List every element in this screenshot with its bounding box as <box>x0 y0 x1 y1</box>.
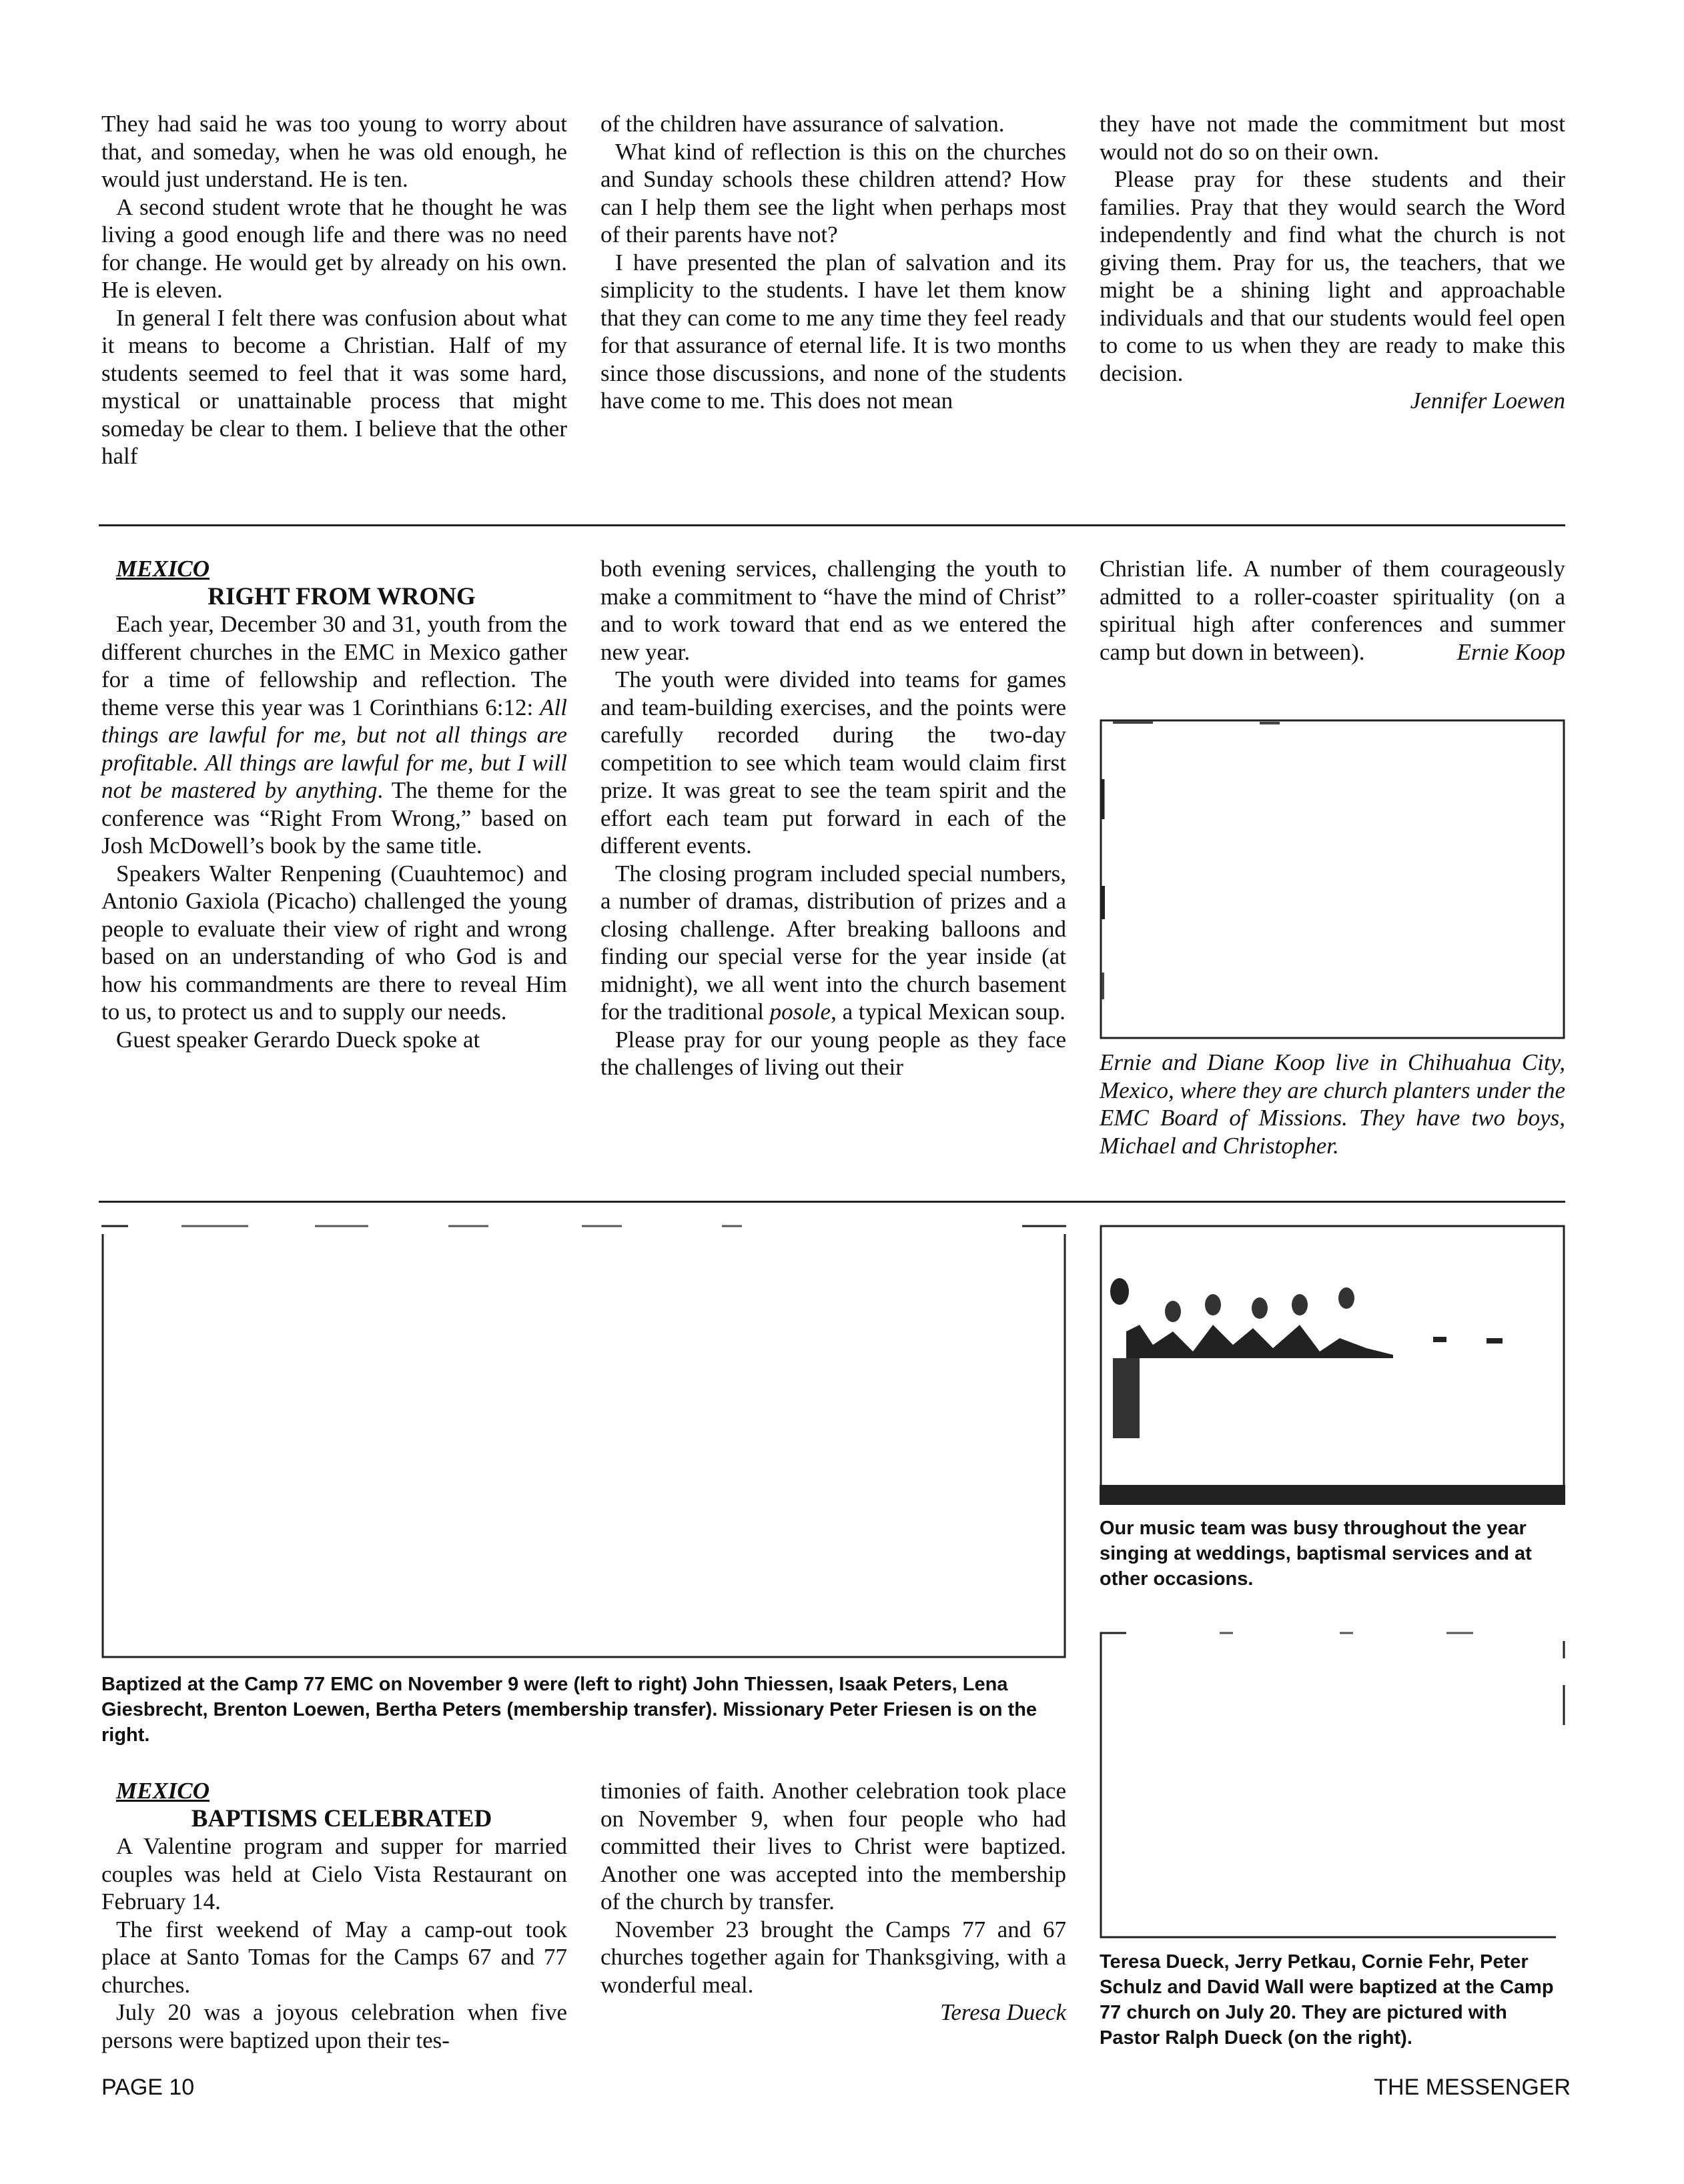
publication-name: THE MESSENGER <box>1374 2075 1571 2100</box>
paragraph: In general I felt there was confusion about what it means to become a Christian. Half of my students seemed to feel that it was some hard, mystical or unattainable process that might someday be clear to them. I believe that the other half <box>101 304 567 469</box>
koop-photo-caption: Ernie and Diane Koop live in Chihuahua City, Mexico, where they are church planters under the EMC Board of Missions. They have two boys, Michael and Christopher. <box>1100 1049 1565 1159</box>
paragraph: Speakers Walter Renpening (Cuauhtemoc) and Antonio Gaxiola (Picacho) challenged the young people to evaluate their view of right and wrong based on an understanding of who God is and how his commandments are there to reveal Him to us, to protect us and to supply our needs. <box>101 860 567 1025</box>
top-article-col2 <box>600 110 1066 415</box>
koop-family-photo <box>1100 719 1565 1039</box>
mid-article-col1 <box>101 555 567 1053</box>
paragraph: The youth were divided into teams for games and team-building exercises, and the points were carefully recorded during the two-day competition to see which team would claim first prize. It was great to see the team spirit and the effort each team put forward in each of the different events. <box>600 666 1066 859</box>
paragraph: Guest speaker Gerardo Dueck spoke at <box>116 1026 480 1053</box>
music-team-caption: Our music team was busy throughout the year singing at weddings, baptismal services and at other occasions. <box>1100 1518 1532 1590</box>
paragraph: November 23 brought the Camps 77 and 67 churches together again for Thanksgiving, with a wonderful meal. <box>600 1916 1066 1998</box>
baptism-july-caption: Teresa Dueck, Jerry Petkau, Cornie Fehr, Peter Schulz and David Wall were baptized at the Camp 77 church on July 20. They are pictured with Pastor Ralph Dueck (on the right). <box>1100 1951 1554 2049</box>
paragraph: of the children have assurance of salvation. <box>600 111 1005 137</box>
paragraph: July 20 was a joyous celebration when five persons were baptized upon their tes- <box>101 1999 567 2053</box>
paragraph: They had said he was too young to worry about that, and someday, when he was old enough, he would just understand. He is ten. <box>101 111 567 192</box>
section-divider <box>99 524 1565 526</box>
top-article-col3 <box>1100 110 1565 415</box>
bottom-article-col2 <box>600 1777 1066 2027</box>
article-headline: RIGHT FROM WRONG <box>207 582 476 610</box>
paragraph: The first weekend of May a camp-out took place at Santo Tomas for the Camps 67 and 77 churches. <box>101 1916 567 1998</box>
section-divider <box>99 1201 1565 1203</box>
region-label: MEXICO <box>116 556 210 582</box>
baptism-november-photo <box>101 1225 1066 1658</box>
paragraph: both evening services, challenging the youth to make a commitment to “have the mind of Christ” and to work toward that end as we entered the new year. <box>600 556 1066 665</box>
paragraph: Each year, December 30 and 31, youth from the different churches in the EMC in Mexico gather for a time of fellowship and reflection. The theme verse this year was 1 Corinthians 6:12: All things are lawful for me, but not all things are profitable. All things are lawful for me, but I will not be mastered by anything. The theme for the conference was “Right From Wrong,” based on Josh McDowell’s book by the same title. <box>101 611 567 859</box>
paragraph: Please pray for these students and their families. Pray that they would search the Word independently and find what the church is not giving them. Pray for us, the teachers, that we might be a shining light and approachable individuals and that our students would feel open to come to us when they are ready to make this decision. <box>1100 166 1565 386</box>
region-label: MEXICO <box>116 1778 210 1804</box>
paragraph: What kind of reflection is this on the churches and Sunday schools these children attend? How can I help them see the light when perhaps most of their parents have not? <box>600 138 1066 247</box>
music-team-photo <box>1100 1225 1565 1505</box>
paragraph: Please pray for our young people as they face the challenges of living out their <box>600 1026 1066 1080</box>
author-signature: Teresa Dueck <box>940 1999 1066 2025</box>
mid-article-col3 <box>1100 555 1565 666</box>
page-number: PAGE 10 <box>101 2075 195 2100</box>
paragraph: they have not made the commitment but most would not do so on their own. <box>1100 111 1565 165</box>
top-article-col1 <box>101 110 567 470</box>
author-signature: Ernie Koop <box>1456 638 1565 665</box>
paragraph: timonies of faith. Another celebration took place on November 9, when four people who had committed their lives to Christ were baptized. Another one was accepted into the membership of the church by transfer. <box>600 1778 1066 1915</box>
baptism-july-photo <box>1100 1632 1565 1939</box>
bottom-article-col1 <box>101 1777 567 2054</box>
paragraph: Christian life. A number of them courageously admitted to a roller-coaster spirituality (on a spiritual high after conferences and summer camp but down in between). Ernie Koop <box>1100 556 1565 665</box>
paragraph: A second student wrote that he thought he was living a good enough life and there was no need for change. He would get by already on his own. He is eleven. <box>101 193 567 303</box>
paragraph: I have presented the plan of salvation and its simplicity to the students. I have let them know that they can come to me any time they feel ready for that assurance of eternal life. It is two months since those discussions, and none of the students have come to me. This does not mean <box>600 249 1066 414</box>
baptism-november-caption: Baptized at the Camp 77 EMC on November 9 were (left to right) John Thiessen, Isaak Peters, Lena Giesbrecht, Brenton Loewen, Bertha Peters (membership transfer). Missionary Peter Friesen is on the right. <box>101 1674 1037 1746</box>
paragraph: The closing program included special numbers, a number of dramas, distribution of prizes and a closing challenge. After breaking balloons and finding our special verse for the year inside (at midnight), we all went into the church basement for the traditional posole, a typical Mexican soup. <box>600 860 1066 1025</box>
mid-article-col2 <box>600 555 1066 1081</box>
paragraph: A Valentine program and supper for married couples was held at Cielo Vista Restaurant on February 14. <box>101 1833 567 1915</box>
author-signature: Jennifer Loewen <box>1410 388 1565 414</box>
article-headline: BAPTISMS CELEBRATED <box>191 1804 492 1832</box>
